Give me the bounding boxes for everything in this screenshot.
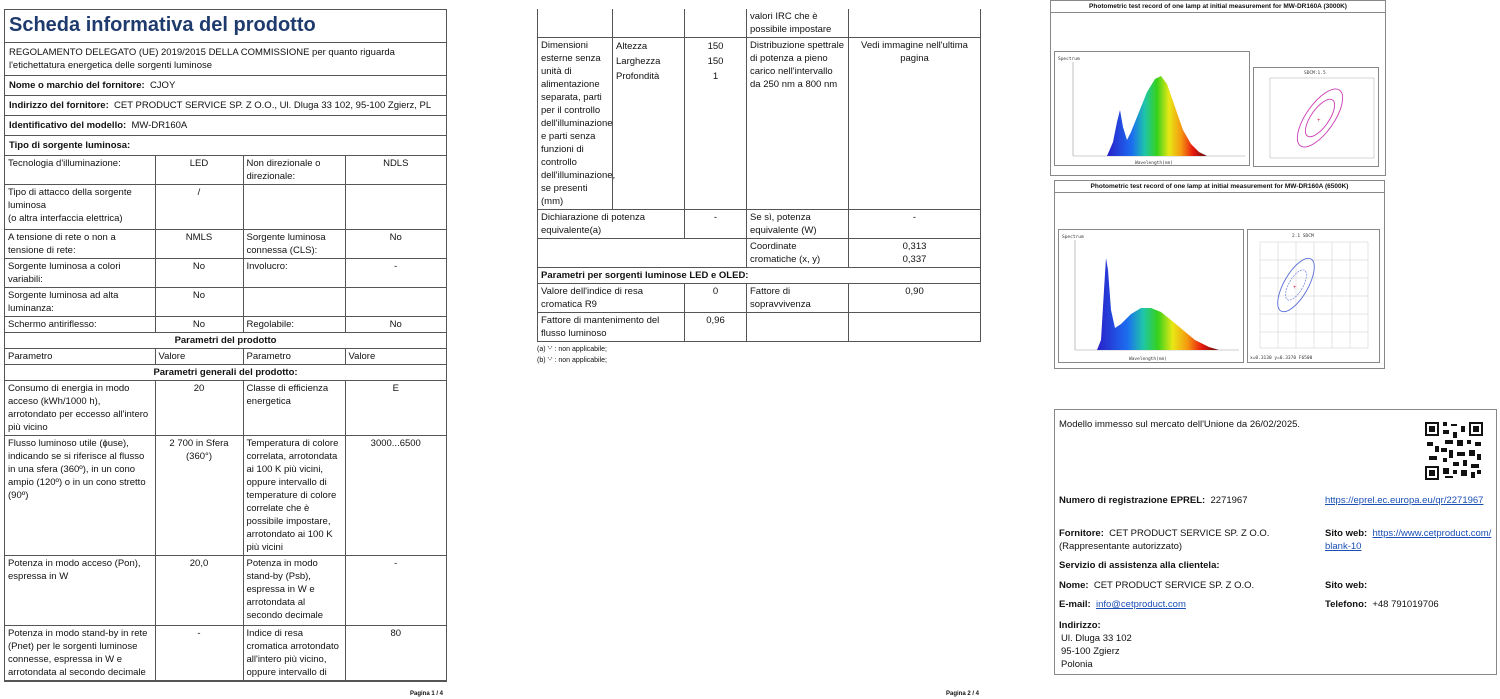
table-row [538,268,981,284]
chromaticity-svg-6500k [1248,230,1381,364]
source-type-table [5,156,446,681]
phone-row [1325,598,1439,611]
table-row: Dimensioni esterne senza unità di alimentazione separata, parti per il controllo dell'illuminazione e parti senza funzioni di controllo dell'illuminazione, se presenti (mm) Altezza Larghezza Profondità 150 150 1 Distribuzione spettrale di potenza a pieno carico nell'intervallo da 250 nm a 800 nm Vedi immagine nell'ultima pagina [538,38,981,210]
email-link[interactable]: info@cetproduct.com [1095,599,1186,610]
table-row [5,365,446,381]
table-row: Flusso luminoso utile (ɸuse), indicando se si riferisce al flusso in una sfera (360º), in un cono ampio (120º) o in un cono stretto (90º) 2 700 in Sfera (360°) Temperatura di colore correlata, arrotondata ai 100 K più vicini, oppure intervallo di temperature di colore correlate che è possibile impostare, arrotondato ai 100 K più vicini 3000...6500 [5,436,446,556]
table-row: Valore dell'indice di resa cromatica R9 0 Fattore di sopravvivenza 0,90 [538,284,981,313]
service-name-label: Nome: [1059,580,1089,591]
spectrum-curve-6500k [1097,258,1219,350]
email-row [1059,598,1186,611]
table-row: Sorgente luminosa a colori variabili: No Involucro: - [5,259,446,288]
chromaticity-svg-3000k [1254,68,1380,168]
table-row: valori IRC che è possibile impostare [538,9,981,38]
model-label: Identificativo del modello: [9,120,127,131]
spectrum-label: Spectrum [1058,57,1080,62]
page-2-footer: Pagina 2 / 4 [946,691,980,697]
eprel-value: 2271967 [1210,495,1248,506]
spectrum-svg-3000k [1055,52,1251,167]
eprel-row [1059,494,1248,507]
source-type-heading: Tipo di sorgente luminosa: [5,136,446,156]
table-row: Potenza in modo acceso (Pon), espressa in W 20,0 Potenza in modo stand-by (Psb), espressa in W e arrotondata al secondo decimale - [5,556,446,626]
table-row: Tecnologia d'illuminazione: LED Non direzionale o direzionale: NDLS [5,156,446,185]
website-row [1325,527,1495,553]
supplier-label: Fornitore: [1059,528,1104,539]
qr-code [1425,422,1483,480]
website-link[interactable]: https://www.cetproduct.com/blank-10 [1325,528,1492,552]
x-axis-label: Wavelength(nm) [1135,161,1173,166]
page-title: Scheda informativa del prodotto [5,10,446,43]
table-row: Tipo di attacco della sorgente luminosa (o altra interfaccia elettrica) / [5,185,446,230]
spectrum-chart-3000k [1054,51,1250,166]
photometric-record-6500k [1054,180,1385,369]
table-row: Schermo antiriflesso: No Regolabile: No [5,317,446,333]
svg-text:Spectrum: Spectrum [1062,235,1084,240]
service-name-row [1059,579,1254,592]
email-label: E-mail: [1059,599,1091,610]
market-info-box [1054,409,1497,675]
svg-text:Wavelength(nm): Wavelength(nm) [1129,357,1167,362]
page-2-sheet [537,9,981,366]
model-row [5,116,446,136]
eprel-link[interactable]: https://eprel.ec.europa.eu/qr/2271967 [1325,495,1484,506]
address-label: Indirizzo: [1059,620,1101,631]
service-name-value: CET PRODUCT SERVICE SP. Z O.O. [1093,580,1255,591]
table-row: A tensione di rete o non a tensione di rete: NMLS Sorgente luminosa connessa (CLS): No [5,230,446,259]
product-params-heading: Parametri del prodotto [5,333,446,349]
table-row: Sorgente luminosa ad alta luminanza: No [5,288,446,317]
page-1-sheet [4,9,447,682]
address-value: CET PRODUCT SERVICE SP. Z O.O., Ul. Dluga 33 102, 95-100 Zgierz, PL [114,100,432,111]
service-website-row: Sito web: [1325,580,1368,591]
footnotes [537,344,981,366]
table-row: Coordinate cromatiche (x, y) 0,313 0,337 [538,239,981,268]
page-1-footer: Pagina 1 / 4 [410,691,444,697]
chromaticity-chart-3000k [1253,67,1379,167]
center-point-marker: + [1317,118,1321,124]
model-value: MW-DR160A [131,120,188,131]
record-title-6500k: Photometric test record of one lamp at initial measurement for MW-DR160A (6500K) [1055,181,1384,193]
chart-grid [1260,242,1368,348]
supplier-value: CJOY [149,80,176,91]
led-section-heading: Parametri per sorgenti luminose LED e OLED: [538,268,981,284]
table-row: Consumo di energia in modo acceso (kWh/1000 h), arrotondato per eccesso all'intero più vicino 20 Classe di efficienza energetica E [5,381,446,436]
photometric-record-3000k [1050,0,1386,176]
general-params-heading: Parametri generali del prodotto: [5,365,446,381]
cap-type-cell: Tipo di attacco della sorgente luminosa (o altra interfaccia elettrica) [5,185,155,230]
supplier-label: Nome o marchio del fornitore: [9,80,145,91]
sdcm-label-6500k: 2.1 SDCM [1292,234,1314,239]
chromaticity-readout: x=0.3130 y=0.3370 F6500 [1250,356,1313,361]
supplier-row [5,76,446,96]
phone-label: Telefono: [1325,599,1368,610]
address-line: Ul. Dluga 33 102 [1061,633,1132,644]
spectrum-chart-6500k [1058,229,1244,363]
regulation-text: REGOLAMENTO DELEGATO (UE) 2019/2015 DELLA COMMISSIONE per quanto riguarda l'etichettatura energetica delle sorgenti luminose [5,43,446,76]
market-date-text: Modello immesso sul mercato dell'Unione da 26/02/2025. [1059,419,1301,430]
address-label: Indirizzo del fornitore: [9,100,109,111]
spectrum-svg-6500k [1059,230,1245,364]
address-row [5,96,446,116]
supplier-value: CET PRODUCT SERVICE SP. Z O.O. (Rappresentante autorizzato) [1059,528,1270,552]
eprel-label: Numero di registrazione EPREL: [1059,495,1206,506]
spectrum-curve-3000k [1107,76,1207,156]
address-line: 95-100 Zgierz [1061,646,1120,657]
phone-value: +48 791019706 [1372,599,1439,610]
table-row: Fattore di mantenimento del flusso luminoso 0,96 [538,313,981,342]
website-label: Sito web: [1325,528,1368,539]
record-title-3000k: Photometric test record of one lamp at initial measurement for MW-DR160A (3000K) [1051,1,1385,13]
table-row: Potenza in modo stand-by in rete (Pnet) per le sorgenti luminose connesse, espressa in W e arrotondata al secondo decimale - Indice di resa cromatica arrotondato all'intero più vicino, oppure intervallo di 80 [5,626,446,681]
sdcm-label-3000k: SDCM:1.5 [1304,71,1326,76]
address-line: Polonia [1061,659,1093,670]
supplier-row [1059,527,1317,553]
chromaticity-chart-6500k [1247,229,1380,363]
dimensions-table [537,9,981,342]
center-point-marker-6500k: + [1293,285,1297,291]
note-b: (b) '-' : non applicabile; [537,357,607,364]
note-a: (a) '-' : non applicabile; [537,346,607,353]
address-block [1059,619,1132,671]
table-row [5,333,446,349]
customer-service-heading: Servizio di assistenza alla clientela: [1059,560,1220,571]
table-header-row: Parametro Valore Parametro Valore [5,349,446,365]
table-row: Dichiarazione di potenza equivalente(a) - Se sì, potenza equivalente (W) - [538,210,981,239]
